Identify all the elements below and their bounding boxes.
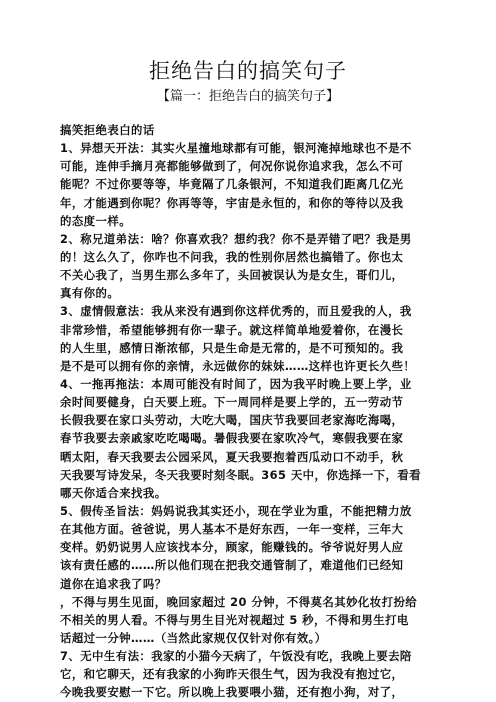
body-text (60, 121, 450, 702)
body-line: 的！这么久了，你咋也不问我，我的性别你居然也搞错了。你也太 (60, 249, 404, 264)
body-line: 搞笑拒绝表白的话 (60, 123, 155, 137)
body-line: 不相关的男人看。不得与男生目光对视超过 5 秒，不得和男生打电 (60, 612, 409, 627)
body-line: 5、假传圣旨法：妈妈说我其实还小，现在学业为重，不能把精力放 (60, 503, 412, 518)
body-line: 真有你的。 (60, 286, 120, 301)
body-line: 该有责任感的……所以他们现在把我交通管制了，难道他们已经知 (60, 558, 404, 573)
body-line: 年，才能遇到你呢？你再等等，宇宙是永恒的，和你的等待以及我 (60, 195, 404, 210)
body-line: ，不得与男生见面，晚回家超过 20 分钟，不得莫名其妙化妆打扮给 (60, 594, 418, 609)
body-line: 3、虚情假意法：我从来没有遇到你这样优秀的，而且爱我的人，我 (60, 304, 412, 319)
body-line: 非常珍惜，希望能够拥有你一辈子。就这样简单地爱着你，在漫长 (60, 322, 404, 337)
body-line: 道你在追求我了吗？ (60, 576, 167, 591)
body-line: 7、无中生有法：我家的小猫今天病了，午饭没有吃，我晚上要去陪 (60, 649, 412, 664)
body-line: 春节我要去亲戚家吃吃喝喝。暑假我要在家吹冷气，寒假我要在家 (60, 431, 404, 446)
body-line: 2、称兄道弟法：啥？你喜欢我？想约我？你不是弄错了吧？我是男 (60, 231, 412, 246)
body-line: 话超过一分钟……（当然此家规仅仅针对你有效。） (60, 630, 327, 645)
body-line: 天我要写诗发呆，冬天我要时刻冬眠。365 天中，你选择一下，看看 (60, 467, 422, 482)
body-line: 哪天你适合来找我。 (60, 485, 167, 500)
body-line: 它，和它聊天，还有我家的小狗昨天很生气，因为我没有抱过它， (60, 667, 404, 682)
body-line: 4、一拖再拖法：本周可能没有时间了，因为我平时晚上要上学，业 (60, 376, 412, 391)
body-line: 1、异想天开法：其实火星撞地球都有可能，银河淹掉地球也不是不 (60, 141, 412, 156)
body-line: 的人生里，感情日渐浓郁，只是生命是无常的，是不可预知的。我 (60, 340, 404, 355)
body-line: 可能，连伸手摘月亮都能够做到了，何况你说你追求我，怎么不可 (60, 159, 404, 174)
body-line: 不关心我了，当男生那么多年了，头回被误认为是女生，哥们儿， (60, 268, 404, 283)
body-line: 在其他方面。爸爸说，男人基本不是好东西，一年一变样，三年大 (60, 522, 404, 537)
body-line: 能呢？不过你要等等，毕竟隔了几条银河，不知道我们距离几亿光 (60, 177, 404, 192)
section-heading: 【篇一：拒绝告白的搞笑句子】 (156, 89, 339, 104)
body-line: 变样。奶奶说男人应该找本分，顾家，能赚钱的。爷爷说好男人应 (60, 540, 404, 555)
body-line: 是不是可以拥有你的亲情，永远做你的妹妹……这样也许更长久些！ (60, 358, 416, 373)
body-line: 的态度一样。 (60, 213, 132, 228)
body-line: 余时间要健身，白天要上班。下一周同样是要上学的，五一劳动节 (60, 395, 404, 410)
body-line: 今晚我要安慰一下它。所以晚上我要喂小猫，还有抱小狗，对了， (60, 685, 404, 700)
body-line: 晒太阳，春天我要去公园采风，夏天我要抱着西瓜动口不动手，秋 (60, 449, 404, 464)
body-line: 长假我要在家口头劳动，大吃大喝，国庆节我要回老家海吃海喝， (60, 413, 404, 428)
page-title: 拒绝告白的搞笑句子 (149, 59, 347, 83)
